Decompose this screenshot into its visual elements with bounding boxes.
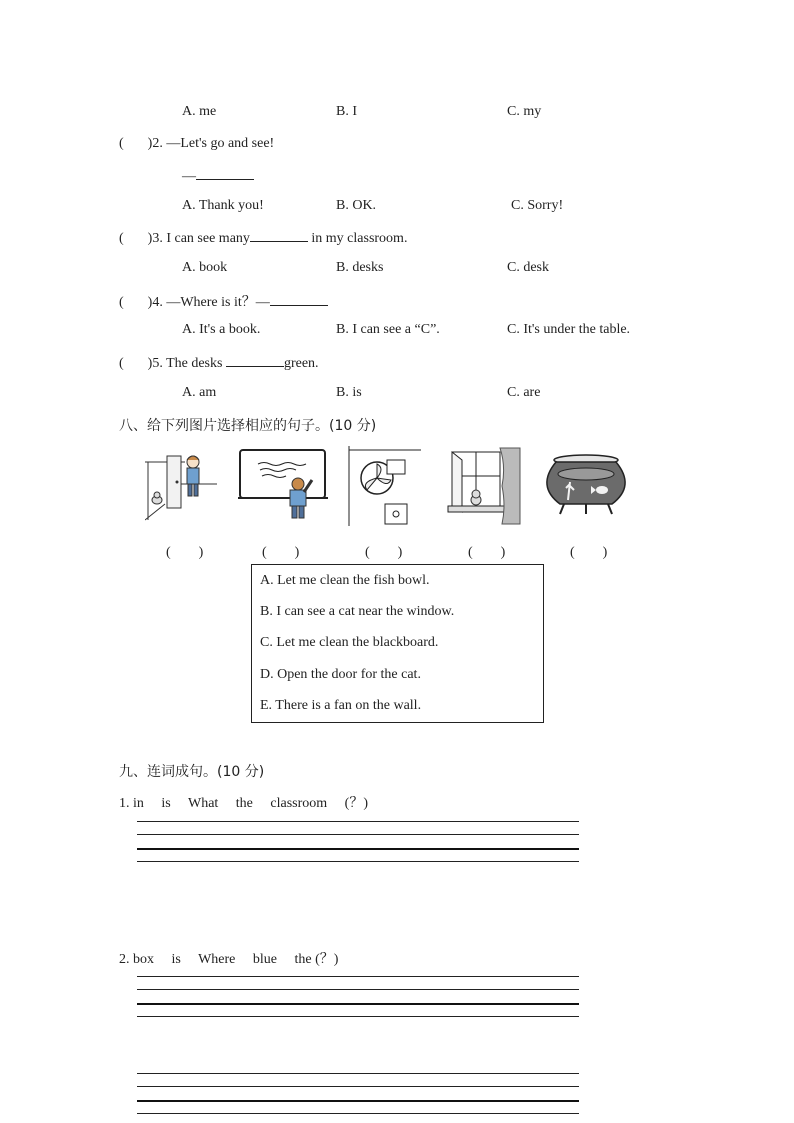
- section9-q1: 1. in is What the classroom (？): [119, 796, 368, 811]
- q5-stem: ( )5. The desks green.: [119, 356, 319, 371]
- q4-option-b: B. I can see a “C”.: [336, 322, 440, 337]
- q3-blank[interactable]: [250, 229, 308, 242]
- q2-option-c: C. Sorry!: [511, 198, 564, 213]
- q4-option-a: A. It's a book.: [182, 322, 261, 337]
- picture-answer-3[interactable]: ( ): [365, 545, 403, 560]
- picture-answer-4[interactable]: ( ): [468, 545, 506, 560]
- q2-stem: ( )2. —Let's go and see!: [119, 136, 275, 151]
- q2-reply-line: —: [182, 167, 254, 185]
- q3-option-b: B. desks: [336, 260, 384, 275]
- q2-option-b: B. OK.: [336, 198, 377, 213]
- picture-answer-1[interactable]: ( ): [166, 545, 204, 560]
- q5-option-c: C. are: [507, 385, 541, 400]
- q3-option-c: C. desk: [507, 260, 549, 275]
- option-e: E. There is a fan on the wall.: [260, 698, 422, 713]
- section9-title: 九、连词成句。(10 分): [119, 764, 265, 780]
- q3-option-a: A. book: [182, 260, 228, 275]
- sentence-options-box: [251, 564, 544, 723]
- option-d: D. Open the door for the cat.: [260, 667, 421, 682]
- section8-title: 八、给下列图片选择相应的句子。(10 分): [119, 418, 377, 434]
- option-a: A. Let me clean the fish bowl.: [260, 573, 430, 588]
- picture-answer-5[interactable]: ( ): [570, 545, 608, 560]
- option-c: C. Let me clean the blackboard.: [260, 635, 439, 650]
- q5-option-b: B. is: [336, 385, 362, 400]
- q2-option-a: A. Thank you!: [182, 198, 264, 213]
- q5-blank[interactable]: [226, 354, 284, 367]
- q4-stem: ( )4. —Where is it？—: [119, 291, 328, 311]
- section9-q2: 2. box is Where blue the (？): [119, 952, 339, 967]
- blackboard-picture: [238, 448, 328, 522]
- fish-bowl-picture: [542, 452, 630, 518]
- q1-option-a: A. me: [182, 104, 217, 119]
- q4-option-c: C. It's under the table.: [507, 322, 631, 337]
- option-b: B. I can see a cat near the window.: [260, 604, 455, 619]
- q4-blank[interactable]: [270, 293, 328, 306]
- q2-blank[interactable]: [196, 167, 254, 180]
- q5-option-a: A. am: [182, 385, 217, 400]
- q1-option-c: C. my: [507, 104, 542, 119]
- q1-option-b: B. I: [336, 104, 357, 119]
- q3-stem: ( )3. I can see many in my classroom.: [119, 231, 408, 246]
- door-cat-picture: [145, 448, 217, 522]
- fan-picture: [347, 446, 421, 526]
- window-cat-picture: [446, 446, 522, 526]
- picture-answer-2[interactable]: ( ): [262, 545, 300, 560]
